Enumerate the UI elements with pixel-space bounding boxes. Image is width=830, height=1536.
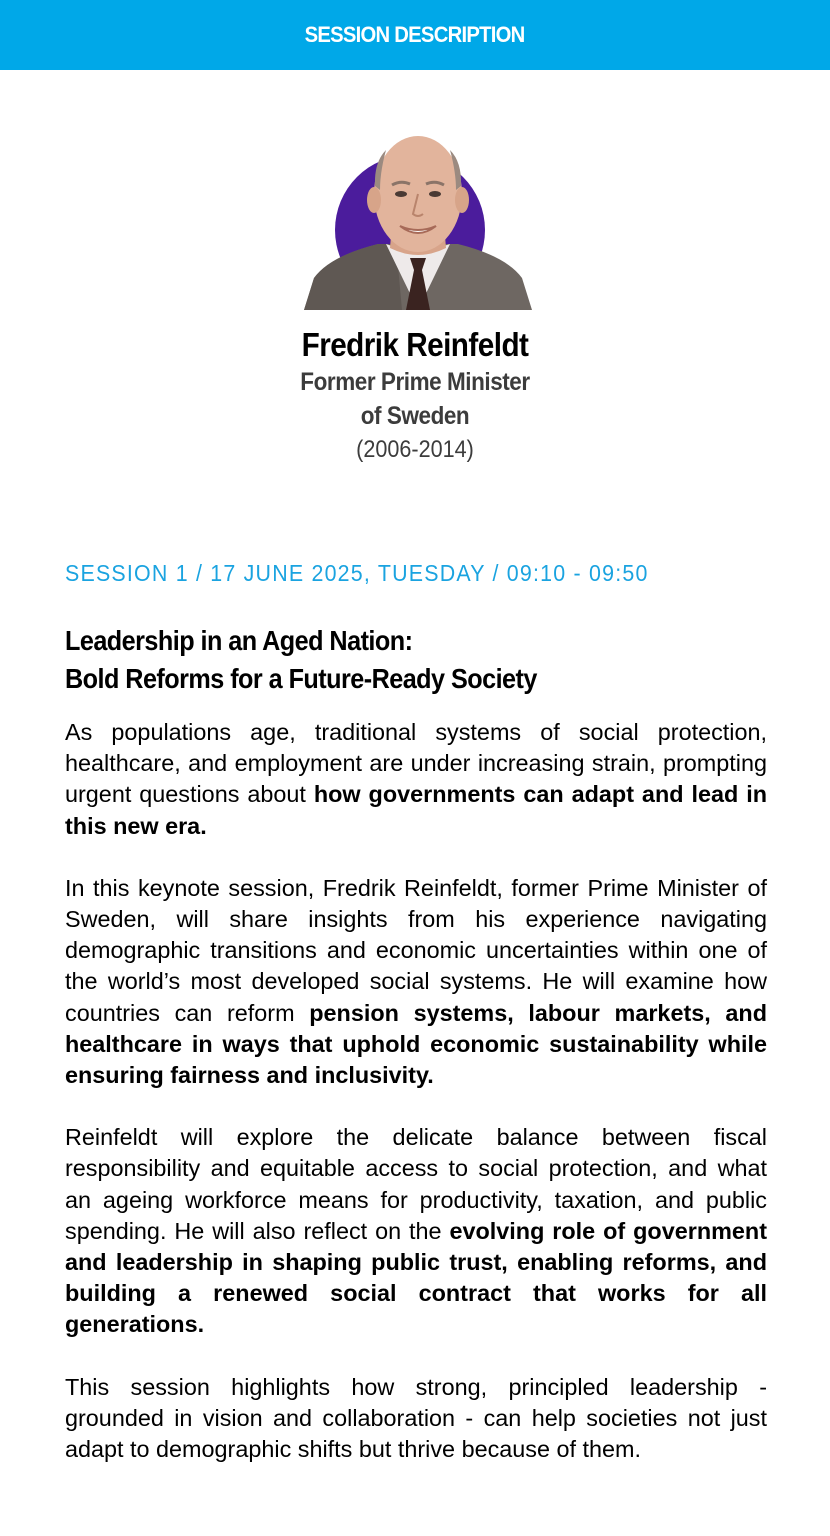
header-title: SESSION DESCRIPTION (305, 22, 525, 47)
description-paragraph-4 (65, 1372, 767, 1466)
session-title-line2: Bold Reforms for a Future-Ready Society (65, 663, 537, 694)
description-paragraph-2 (65, 873, 767, 1091)
session-title (65, 622, 713, 698)
p4-text: This session highlights how strong, principled leadership - grounded in vision and collaboration - can help societies not just adapt to demographic shifts but thrive because of them. (65, 1373, 767, 1463)
speaker-portrait (300, 128, 536, 310)
session-description (65, 717, 767, 1496)
speaker-name: Fredrik Reinfeldt (301, 326, 529, 363)
speaker-years: (2006-2014) (356, 436, 474, 463)
description-paragraph-1 (65, 717, 767, 842)
p2-bold: pension systems, labour markets, and healthcare in ways that uphold economic sustainability while ensuring fairness and inclusivity. (65, 999, 768, 1089)
speaker-info (0, 325, 830, 467)
speaker-role-line1: Former Prime Minister (300, 368, 530, 396)
p2-text: In this keynote session, Fredrik Reinfeldt, former Prime Minister of Sweden, will share insights from his experience navigating demographic transitions and economic uncertainties within one of the world’s most developed social systems. He will examine how countries can reform (65, 874, 767, 1026)
p1-text: As populations age, traditional systems of social protection, healthcare, and employment are under increasing strain, prompting urgent questions about (65, 719, 767, 808)
p3-text: Reinfeldt will explore the delicate balance between fiscal responsibility and equitable access to social protection, and what an ageing workforce means for productivity, taxation, and public spending. He will also reflect on the (65, 1124, 767, 1244)
header-bar (0, 0, 830, 70)
description-paragraph-3 (65, 1122, 767, 1340)
p3-bold: evolving role of government and leadership in shaping public trust, enabling reforms, and building a renewed social contract that works for all generations. (65, 1217, 767, 1338)
session-meta: SESSION 1 / 17 JUNE 2025, TUESDAY / 09:10 - 09:50 (65, 560, 649, 586)
p1-bold: how governments can adapt and lead in this new era. (65, 781, 767, 839)
session-title-line1: Leadership in an Aged Nation: (65, 625, 413, 656)
speaker-role-line2: of Sweden (360, 402, 470, 430)
